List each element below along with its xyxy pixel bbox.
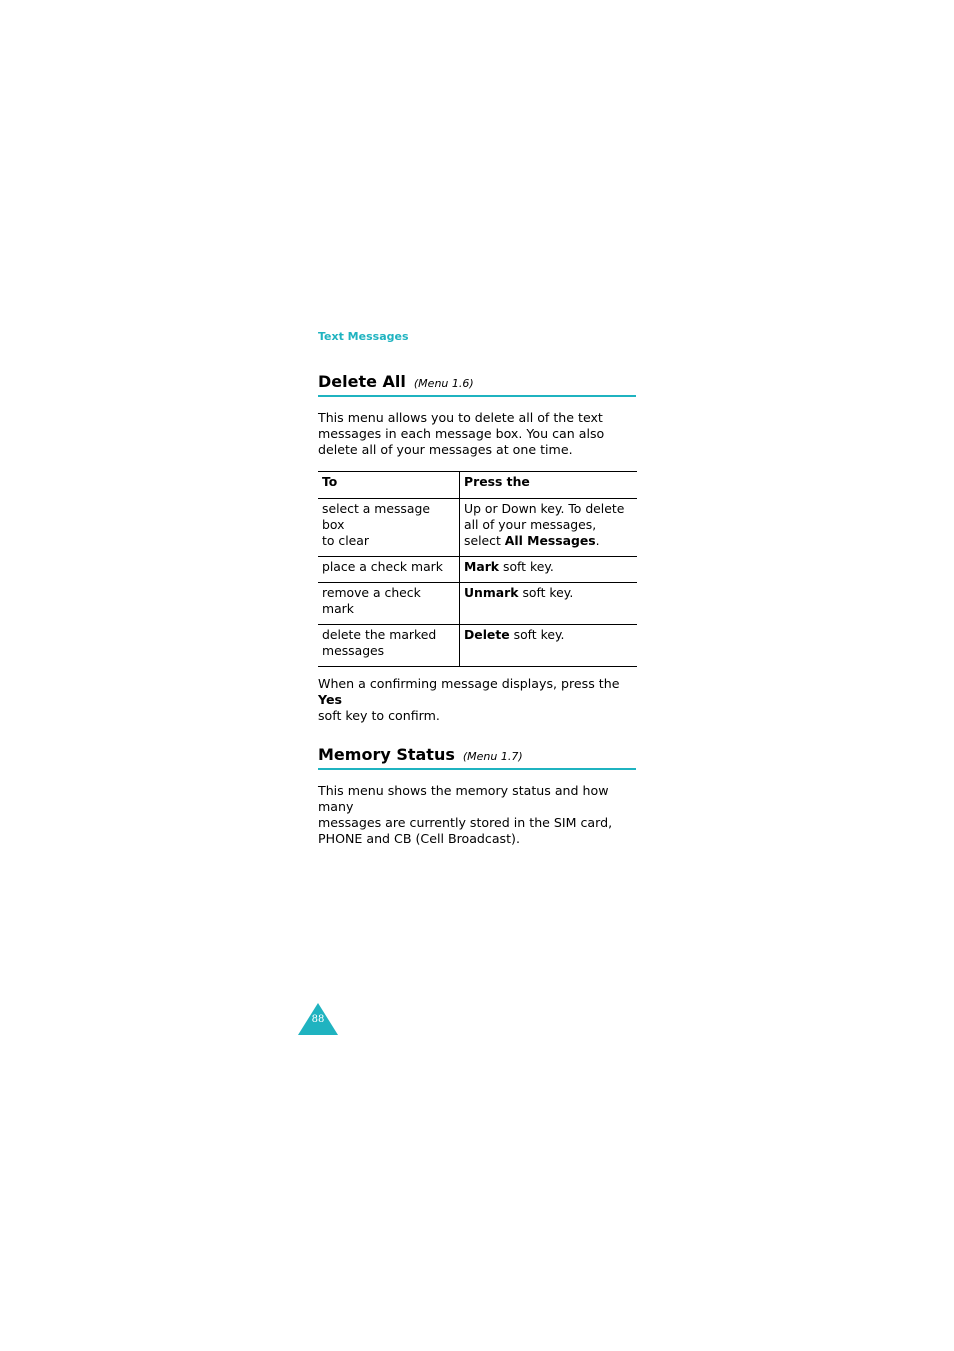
cell-to: delete the marked messages xyxy=(318,625,460,667)
confirm-note: When a confirming message displays, press the Yes soft key to confirm. xyxy=(318,676,620,723)
table-row xyxy=(318,557,637,583)
memory-status-body: This menu shows the memory status and how many messages are currently stored in the SIM card, PHONE and CB (Cell Broadcast). xyxy=(318,783,613,846)
table-row xyxy=(318,499,637,557)
page-number: 88 xyxy=(311,1014,325,1025)
delete-all-intro xyxy=(318,410,640,458)
intro-line: delete all of your messages at one time. xyxy=(318,442,573,457)
cell-press: Unmark soft key. xyxy=(460,583,638,625)
cell-to: remove a check mark xyxy=(318,583,460,625)
cell-press: Delete soft key. xyxy=(460,625,638,667)
intro-line: This menu allows you to delete all of the text xyxy=(318,410,603,425)
table-row xyxy=(318,625,637,667)
memory-status-heading xyxy=(318,745,636,770)
cell-press: Mark soft key. xyxy=(460,557,638,583)
cell-to: select a message box to clear xyxy=(318,499,460,557)
delete-all-menu-ref: (Menu 1.6) xyxy=(413,377,474,390)
memory-status-title: Memory Status xyxy=(318,745,455,764)
key-table xyxy=(318,471,637,667)
cell-press: Up or Down key. To delete all of your messages, select All Messages. xyxy=(460,499,638,557)
section-label: Text Messages xyxy=(318,330,409,343)
table-header-row xyxy=(318,472,637,499)
intro-line: messages in each message box. You can also xyxy=(318,426,605,441)
memory-status-menu-ref: (Menu 1.7) xyxy=(462,750,523,763)
delete-all-heading xyxy=(318,372,636,397)
cell-to: place a check mark xyxy=(318,557,460,583)
header-press: Press the xyxy=(460,472,638,499)
table-row xyxy=(318,583,637,625)
header-to: To xyxy=(318,472,460,499)
delete-all-title: Delete All xyxy=(318,372,406,391)
